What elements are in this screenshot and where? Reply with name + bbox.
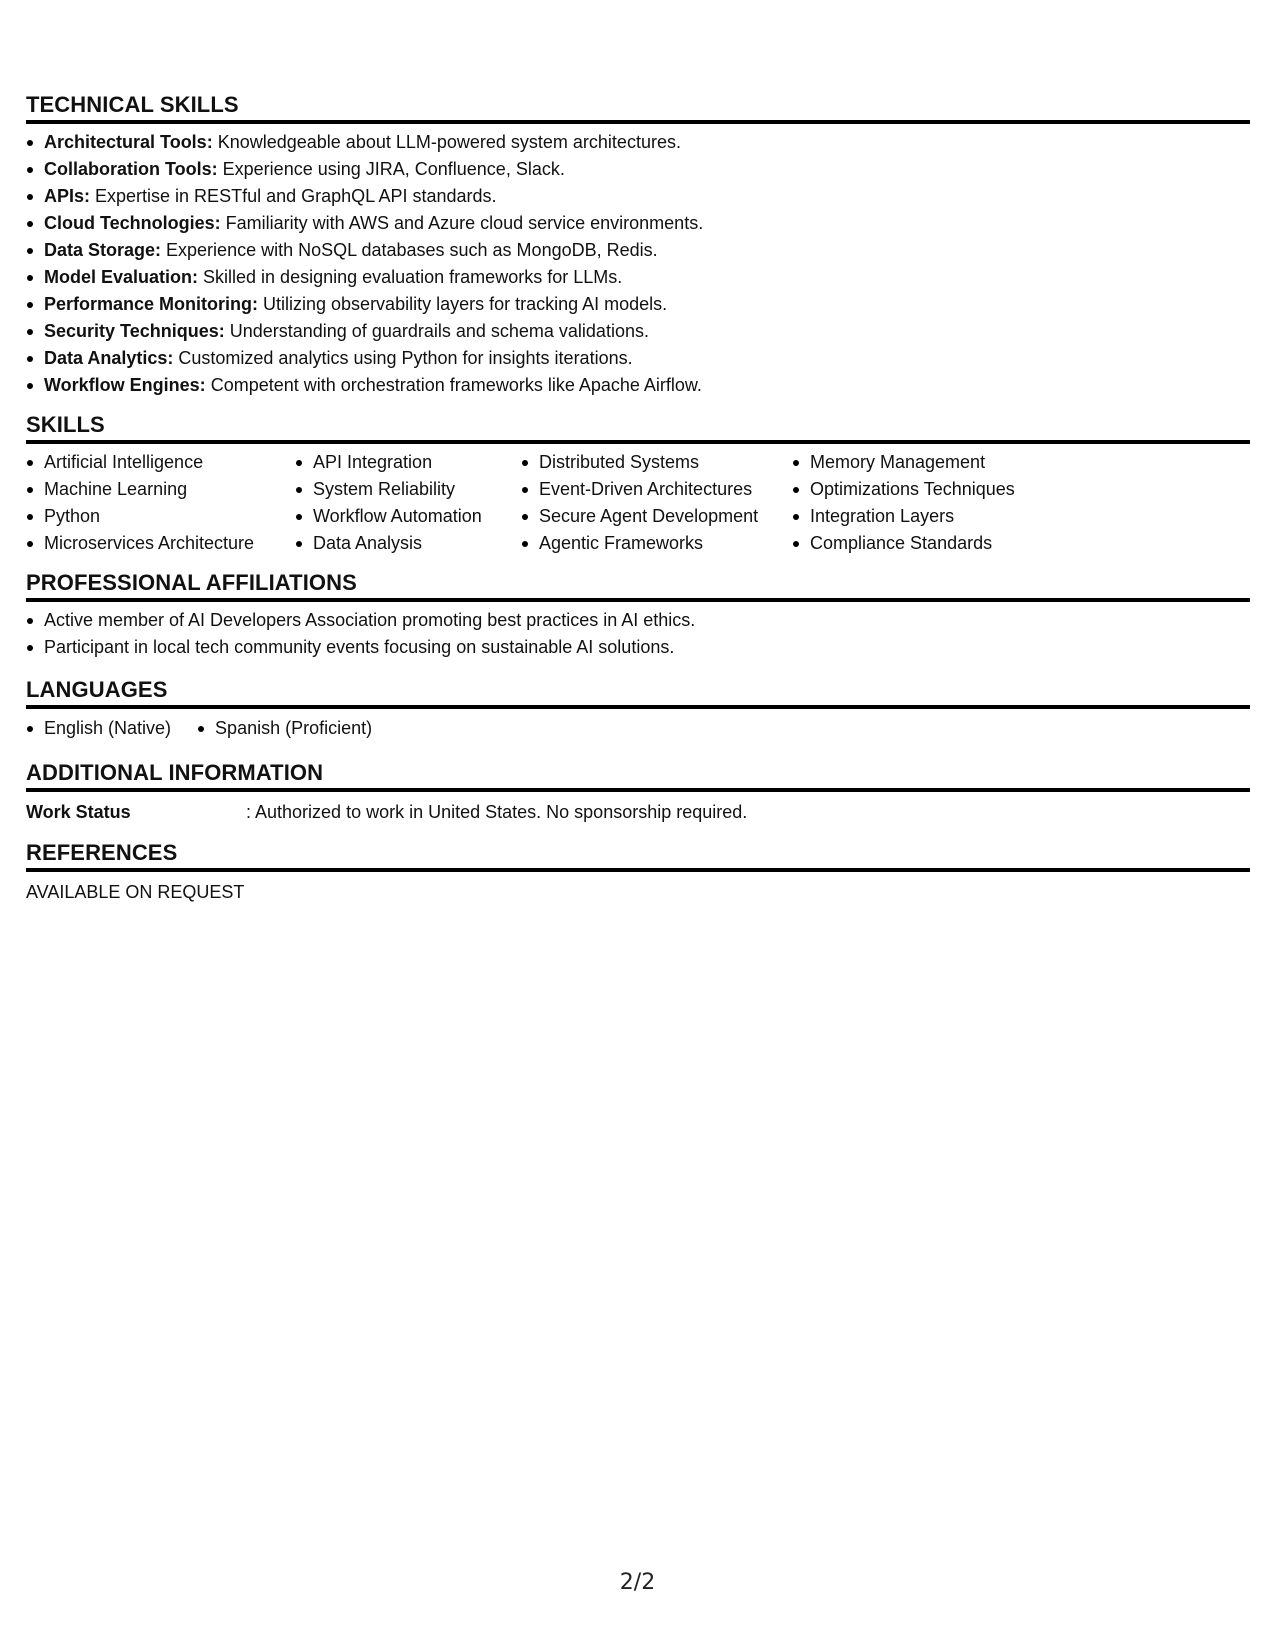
list-item: API Integration	[295, 449, 521, 476]
list-item: Machine Learning	[26, 476, 295, 503]
skills-column-3	[521, 449, 792, 557]
item-label: Model Evaluation:	[44, 267, 199, 287]
list-item: Spanish (Proficient)	[197, 715, 372, 742]
skills-section	[26, 412, 1250, 557]
list-item: Artificial Intelligence	[26, 449, 295, 476]
section-title-additional-info: ADDITIONAL INFORMATION	[26, 760, 1250, 792]
item-label: Performance Monitoring:	[44, 294, 259, 314]
technical-skills-section	[26, 92, 1250, 399]
item-label: Workflow Engines:	[44, 375, 206, 395]
list-item: Agentic Frameworks	[521, 530, 792, 557]
item-text: Customized analytics using Python for insights iterations.	[173, 348, 633, 368]
references-text: AVAILABLE ON REQUEST	[26, 882, 245, 902]
work-status-value: : Authorized to work in United States. No sponsorship required.	[246, 802, 748, 822]
section-title-affiliations: PROFESSIONAL AFFILIATIONS	[26, 570, 1250, 602]
item-text: Knowledgeable about LLM-powered system architectures.	[212, 132, 681, 152]
page-number: 2/2	[619, 1570, 656, 1595]
section-title-languages: LANGUAGES	[26, 677, 1250, 709]
section-title-skills: SKILLS	[26, 412, 1250, 444]
item-label: Architectural Tools:	[44, 132, 213, 152]
list-item: Workflow Automation	[295, 503, 521, 530]
item-label: Security Techniques:	[44, 321, 225, 341]
list-item: Optimizations Techniques	[792, 476, 1052, 503]
work-status-label: Work Status	[26, 802, 131, 822]
list-item: Active member of AI Developers Association promoting best practices in AI ethics.	[26, 607, 1250, 634]
list-item: Event-Driven Architectures	[521, 476, 792, 503]
item-text: Experience using JIRA, Confluence, Slack.	[217, 159, 565, 179]
item-text: Skilled in designing evaluation frameworks for LLMs.	[198, 267, 623, 287]
item-label: APIs:	[44, 186, 91, 206]
list-item: Distributed Systems	[521, 449, 792, 476]
list-item: System Reliability	[295, 476, 521, 503]
item-text: Expertise in RESTful and GraphQL API standards.	[90, 186, 497, 206]
item-text: Experience with NoSQL databases such as MongoDB, Redis.	[161, 240, 658, 260]
list-item	[26, 237, 1250, 264]
languages-section	[26, 677, 1250, 742]
item-label: Data Analytics:	[44, 348, 174, 368]
affiliations-list	[26, 607, 1250, 661]
skills-column-1	[26, 449, 295, 557]
list-item: Microservices Architecture	[26, 530, 295, 557]
item-text: Familiarity with AWS and Azure cloud service environments.	[220, 213, 704, 233]
references-section	[26, 840, 1250, 906]
list-item	[26, 264, 1250, 291]
languages-list	[26, 715, 1250, 742]
technical-skills-list	[26, 129, 1250, 399]
list-item	[26, 372, 1250, 399]
skills-column-2	[295, 449, 521, 557]
affiliations-section	[26, 570, 1250, 661]
section-title-references: REFERENCES	[26, 840, 1250, 872]
list-item	[26, 156, 1250, 183]
skills-grid	[26, 449, 1250, 557]
list-item: Data Analysis	[295, 530, 521, 557]
list-item	[26, 318, 1250, 345]
item-label: Collaboration Tools:	[44, 159, 218, 179]
list-item: Participant in local tech community events focusing on sustainable AI solutions.	[26, 634, 1250, 661]
list-item	[26, 129, 1250, 156]
list-item: Compliance Standards	[792, 530, 1052, 557]
item-text: Competent with orchestration frameworks like Apache Airflow.	[205, 375, 702, 395]
item-label: Data Storage:	[44, 240, 162, 260]
list-item: Integration Layers	[792, 503, 1052, 530]
list-item: Secure Agent Development	[521, 503, 792, 530]
skills-column-4	[792, 449, 1052, 557]
list-item	[26, 345, 1250, 372]
work-status-row	[26, 799, 1250, 826]
list-item	[26, 210, 1250, 237]
list-item	[26, 291, 1250, 318]
resume-page	[26, 92, 1250, 906]
list-item	[26, 183, 1250, 210]
list-item: English (Native)	[26, 715, 171, 742]
section-title-technical-skills: TECHNICAL SKILLS	[26, 92, 1250, 124]
list-item: Python	[26, 503, 295, 530]
item-text: Utilizing observability layers for tracking AI models.	[258, 294, 668, 314]
list-item: Memory Management	[792, 449, 1052, 476]
item-text: Understanding of guardrails and schema validations.	[224, 321, 649, 341]
additional-info-section	[26, 760, 1250, 826]
item-label: Cloud Technologies:	[44, 213, 221, 233]
